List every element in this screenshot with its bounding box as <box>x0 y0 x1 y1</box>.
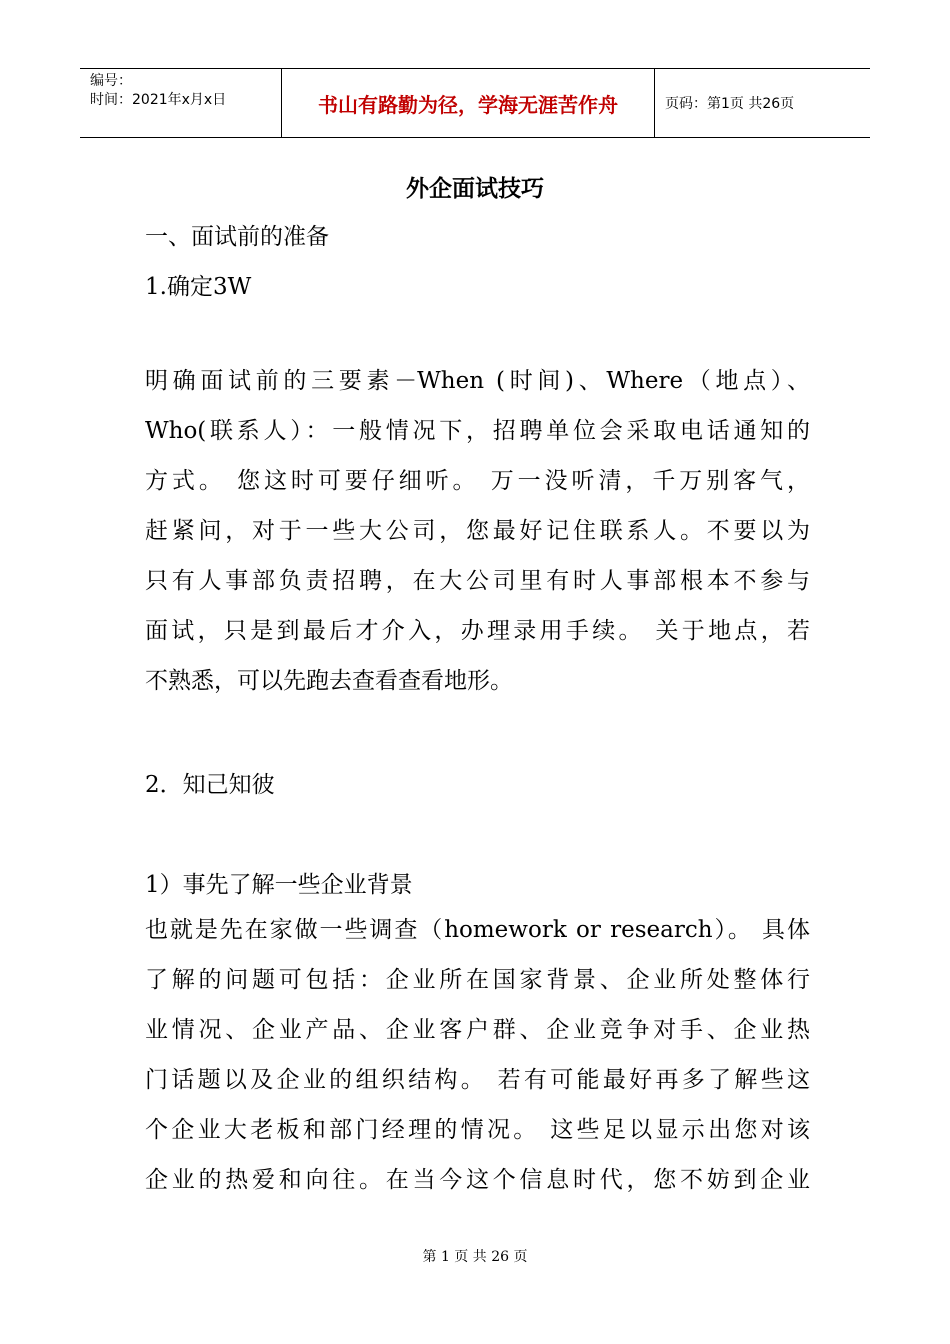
paragraph-background <box>145 905 810 1205</box>
header-page-cell <box>655 69 870 137</box>
document-title: 外企面试技巧 <box>406 176 544 202</box>
sub-heading-1: 1）事先了解一些企业背景 <box>145 872 413 898</box>
paragraph-line: 只有人事部负责招聘，在大公司里有时人事部根本不参与 <box>145 568 810 594</box>
paragraph-line: 了解的问题可包括：企业所在国家背景、企业所处整体行 <box>145 967 810 993</box>
header-table <box>80 68 870 138</box>
paragraph-line: 不熟悉，可以先跑去查看查看地形。 <box>145 668 513 694</box>
item-heading-2: 2．知己知彼 <box>145 772 275 798</box>
paragraph-line: Who(联系人）：一般情况下，招聘单位会采取电话通知的 <box>145 418 810 444</box>
paragraph-line: 也就是先在家做一些调查（homework or research）。 具体 <box>145 917 810 943</box>
header-page-info: 页码：第1页 共26页 <box>665 96 795 112</box>
paragraph-3w <box>145 356 810 706</box>
paragraph-line: 企业的热爱和向往。在当今这个信息时代，您不妨到企业 <box>145 1167 810 1193</box>
header-motto: 书山有路勤为径，学海无涯苦作舟 <box>318 92 618 117</box>
document-date-label: 时间：2021年x月x日 <box>90 92 227 108</box>
paragraph-line: 面试，只是到最后才介入，办理录用手续。 关于地点，若 <box>145 618 810 644</box>
section-heading: 一、面试前的准备 <box>145 224 329 250</box>
header-motto-cell <box>282 69 655 137</box>
header-meta-cell <box>80 69 282 137</box>
paragraph-line: 明确面试前的三要素－When (时间)、Where（地点）、 <box>145 368 810 394</box>
page-footer: 第 1 页 共 26 页 <box>422 1249 528 1265</box>
paragraph-line: 业情况、企业产品、企业客户群、企业竞争对手、企业热 <box>145 1017 810 1043</box>
document-number-label: 编号： <box>90 73 132 89</box>
item-heading-1: 1.确定3W <box>145 274 252 300</box>
paragraph-line: 个企业大老板和部门经理的情况。 这些足以显示出您对该 <box>145 1117 810 1143</box>
paragraph-line: 方式。 您这时可要仔细听。 万一没听清，千万别客气， <box>145 468 810 494</box>
paragraph-line: 赶紧问，对于一些大公司，您最好记住联系人。不要以为 <box>145 518 810 544</box>
paragraph-line: 门话题以及企业的组织结构。 若有可能最好再多了解些这 <box>145 1067 810 1093</box>
